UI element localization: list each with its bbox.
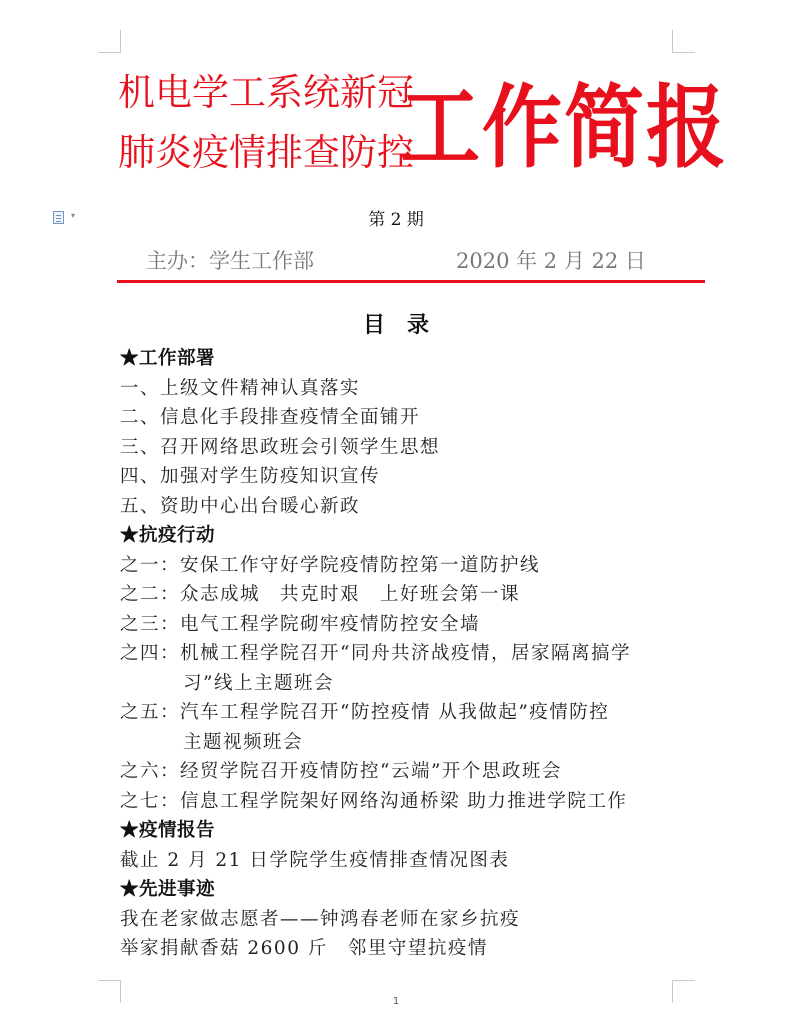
toc-item: 三、召开网络思政班会引领学生思想 (120, 436, 441, 458)
crop-mark-top-right (672, 30, 695, 53)
publish-date: 2020 年 2 月 22 日 (456, 249, 646, 273)
page-number: 1 (392, 996, 400, 1007)
toc-item: 之一：安保工作守好学院疫情防控第一道防护线 (120, 554, 541, 576)
toc-section-heading: ★工作部署 (120, 348, 216, 369)
toc-item (120, 639, 700, 698)
masthead-big-title: 工作简报 (400, 75, 728, 180)
issue-number: 第 2 期 (368, 210, 424, 230)
crop-mark-top-left (98, 30, 121, 53)
toc-item (120, 698, 700, 757)
toc-item: 之三：电气工程学院砌牢疫情防控安全墙 (120, 613, 481, 635)
toc-section-heading: ★疫情报告 (120, 820, 216, 841)
toc-item: 截止 2 月 21 日学院学生疫情排查情况图表 (120, 849, 510, 871)
toc-item: 五、资助中心出台暖心新政 (120, 495, 361, 517)
masthead-line-2: 肺炎疫情排查防控 (118, 131, 414, 174)
toc-item: 之七：信息工程学院架好网络沟通桥梁 助力推进学院工作 (120, 790, 628, 812)
toc-item-text: 之四：机械工程学院召开“同舟共济战疫情，居家隔离搞学 (120, 643, 631, 664)
toc-item: 我在老家做志愿者——钟鸿春老师在家乡抗疫 (120, 908, 521, 930)
toc-item: 二、信息化手段排查疫情全面铺开 (120, 407, 421, 428)
toc-item: 一、上级文件精神认真落实 (120, 377, 361, 399)
toc-item: 举家捐献香菇 2600 斤 邻里守望抗疫情 (120, 938, 488, 959)
toc-title: 目录 (362, 312, 451, 338)
sponsor: 主办：学生工作部 (146, 249, 314, 273)
dropdown-caret-icon[interactable]: ▾ (71, 211, 76, 220)
red-divider (117, 280, 705, 283)
masthead-line-1: 机电学工系统新冠 (118, 71, 414, 114)
toc-item-continuation: 习”线上主题班会 (183, 672, 334, 694)
table-of-contents (120, 344, 700, 964)
toc-item: 之六：经贸学院召开疫情防控“云端”开个思政班会 (120, 761, 562, 782)
toc-item-continuation: 主题视频班会 (183, 731, 304, 753)
toc-section-heading: ★先进事迹 (120, 879, 216, 900)
toc-item: 之二：众志成城 共克时艰 上好班会第一课 (120, 584, 521, 605)
toc-item-text: 之五：汽车工程学院召开“防控疫情 从我做起”疫情防控 (120, 702, 610, 723)
toc-item: 四、加强对学生防疫知识宣传 (120, 466, 381, 487)
toc-section-heading: ★抗疫行动 (120, 525, 216, 546)
